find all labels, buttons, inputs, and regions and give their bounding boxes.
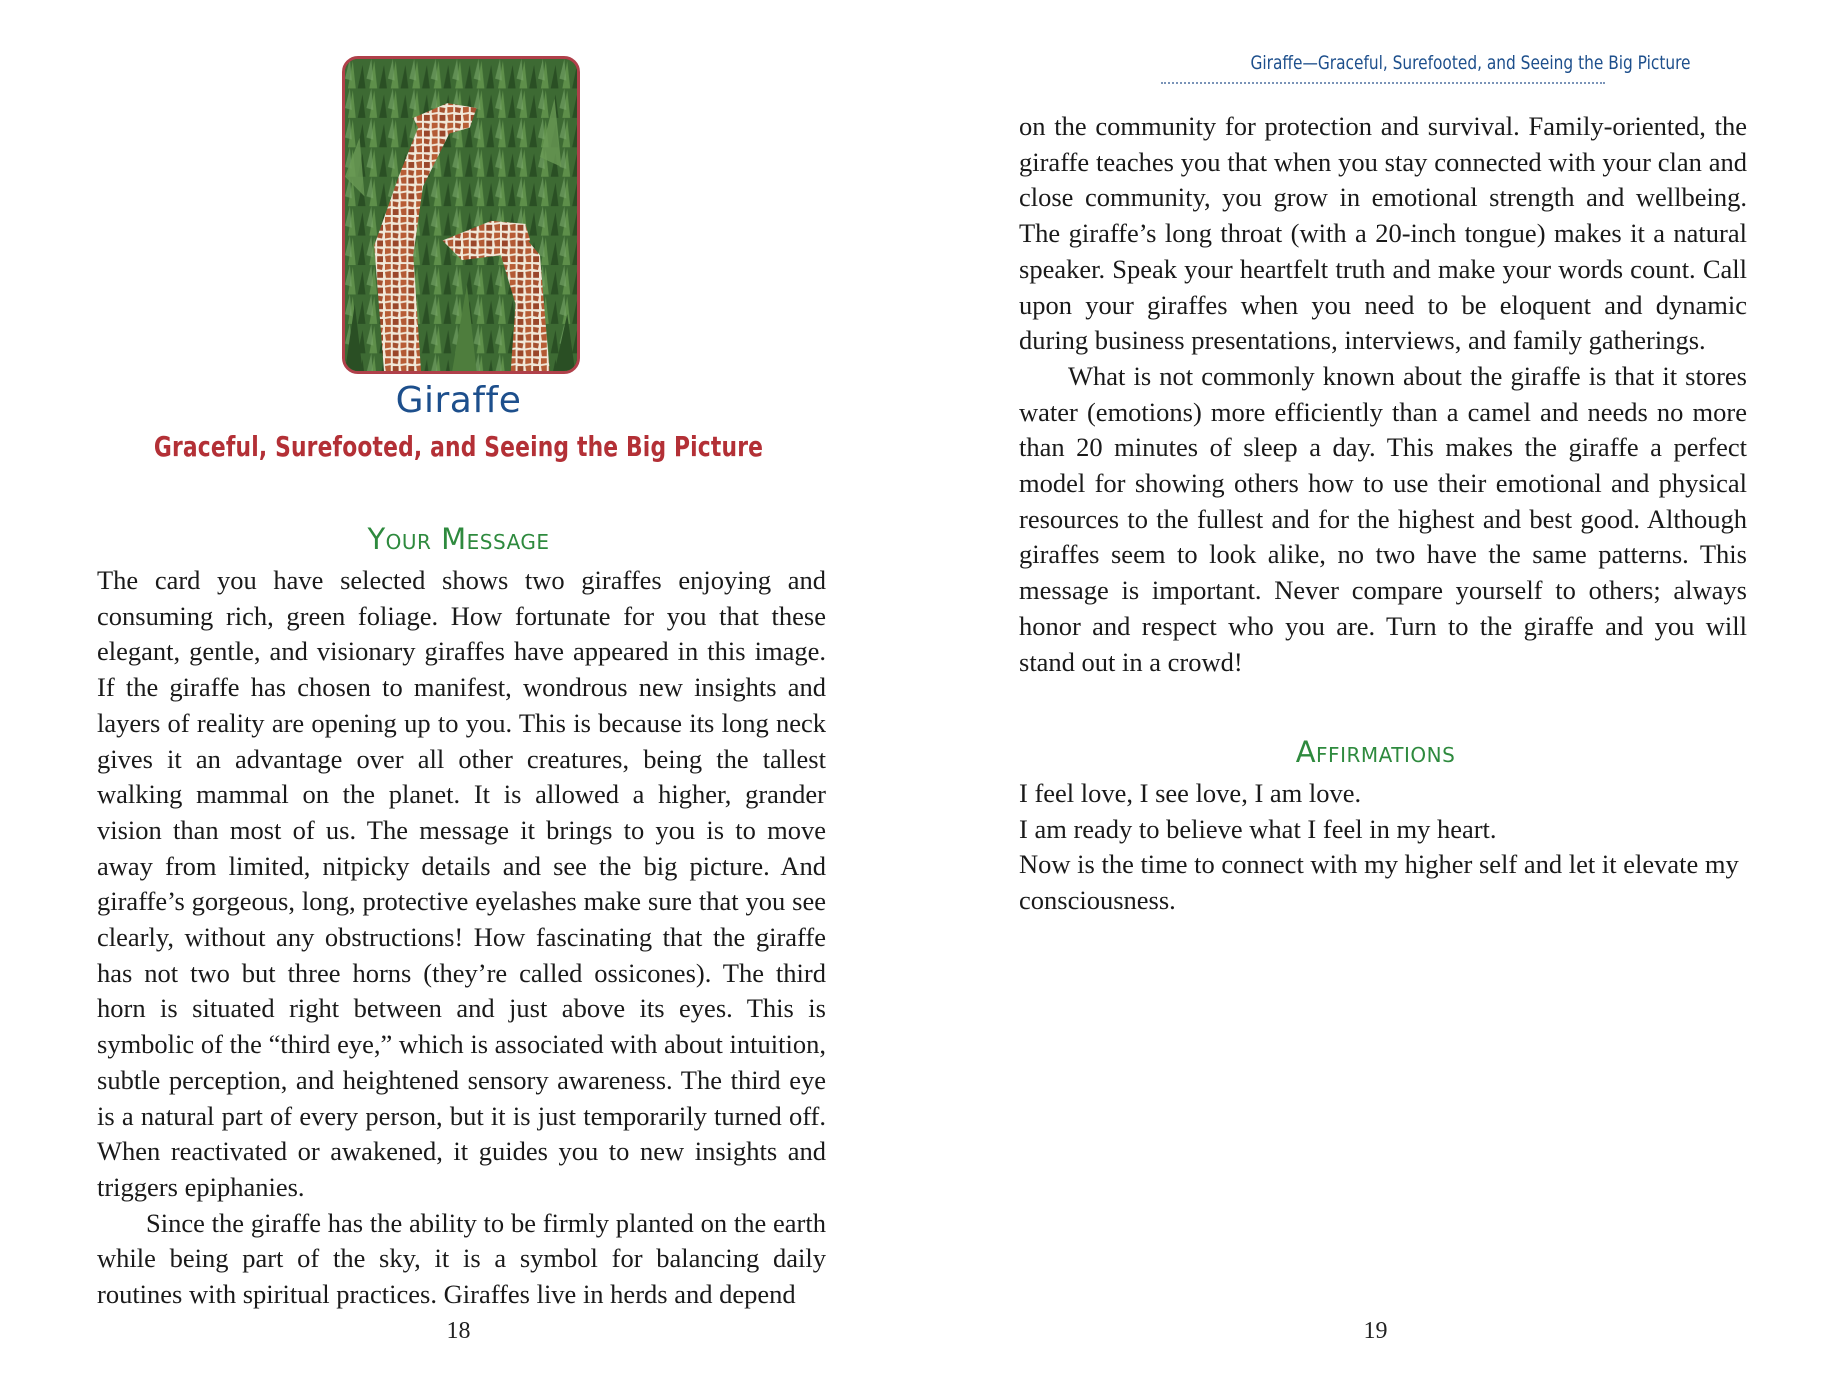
- page-number: 19: [1363, 1318, 1388, 1344]
- paragraph: The card you have selected shows two giraffes enjoying and consuming rich, green foliage. How fortunate for you that these elegant, gentle, and visionary giraffes have appeared in this image. If the giraffe has chosen to manifest, wondrous new insights and layers of reality are opening up to you. This is because its long neck gives it an advantage over all other creatures, being the tallest walking mammal on the planet. It is allowed a higher, grander vision than most of us. The message it brings to you is to move away from limited, nitpicky details and see the big picture. And giraffe’s gorgeous, long, protective eyelashes make sure that you see clearly, without any obstructions! How fascinating that the giraffe has not two but three horns (they’re called ossicones). The third horn is situated right between and just above its eyes. This is symbolic of the “third eye,” which is associated with about intuition, subtle perception, and heightened sensory awareness. The third eye is a natural part of every person, but it is just temporarily turned off. When reactivated or awakened, it guides you to new insights and triggers epiphanies.: [97, 565, 826, 1202]
- right-body-text: [1019, 109, 1747, 680]
- page-number: 18: [446, 1318, 471, 1344]
- paragraph: on the community for protection and survival. Family-oriented, the giraffe teaches you that when you stay connected with your clan and close community, you grow in emotional strength and wellbeing. The giraffe’s long throat (with a 20-inch tongue) makes it a natural speaker. Speak your heartfelt truth and make your words count. Call upon your giraffes when you need to be eloquent and dynamic during business presentations, interviews, and family gatherings.: [1019, 111, 1747, 356]
- running-head-divider: [1161, 82, 1605, 84]
- card-title: Giraffe: [395, 380, 522, 421]
- paragraph: Since the giraffe has the ability to be firmly planted on the earth while being part of the sky, it is a symbol for balancing daily routines with spiritual practices. Giraffes live in herds and depend: [97, 1207, 826, 1310]
- paragraph: What is not commonly known about the giraffe is that it stores water (emotions) more efficiently than a camel and needs no more than 20 minutes of sleep a day. This makes the giraffe a perfect model for showing others how to use their emotional and physical resources to the fullest and for the highest and best good. Although giraffes seem to look alike, no two have the same patterns. This message is important. Never compare yourself to others; always honor and respect who you are. Turn to the giraffe and you will stand out in a crowd!: [1019, 360, 1747, 677]
- affirmation-item: I feel love, I see love, I am love.: [1019, 778, 1362, 808]
- giraffe-card-image: [342, 56, 580, 374]
- running-head: [917, 52, 1834, 74]
- section-heading-your-message: Your Message: [367, 522, 550, 556]
- right-page: [917, 0, 1834, 1400]
- running-head-text: Giraffe—Graceful, Surefooted, and Seeing the Big Picture: [1250, 52, 1691, 74]
- affirmation-item: Now is the time to connect with my higher self and let it elevate my consciousness.: [1019, 849, 1739, 916]
- left-body-text: [97, 563, 826, 1313]
- affirmations-list: [1019, 776, 1759, 919]
- section-heading-affirmations: Affirmations: [1295, 735, 1456, 769]
- affirmation-item: I am ready to believe what I feel in my heart.: [1019, 813, 1497, 844]
- giraffe-card-icon: [345, 59, 577, 371]
- card-subtitle: Graceful, Surefooted, and Seeing the Big Picture: [153, 430, 764, 463]
